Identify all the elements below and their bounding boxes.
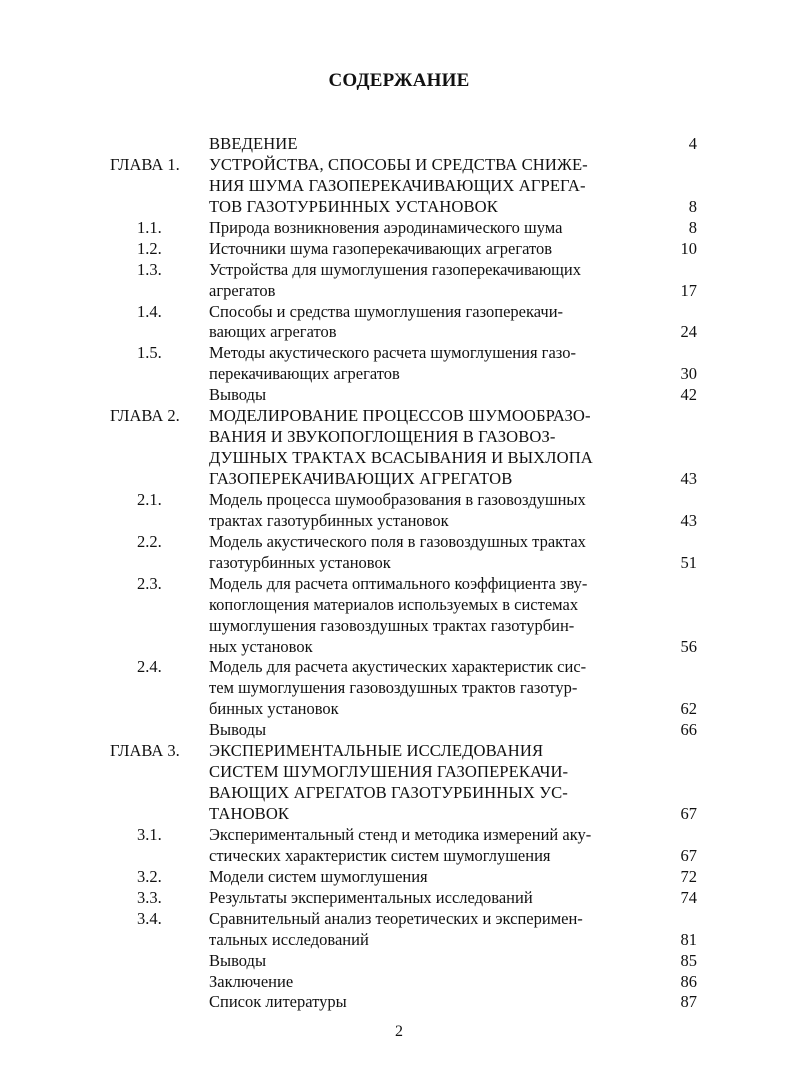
toc-entry-number: 2.4. (137, 657, 162, 677)
toc-entry[interactable] (0, 385, 798, 406)
toc-entry-title-line: Модели систем шумоглушения (209, 866, 428, 886)
toc-entry-number: 3.2. (137, 866, 162, 886)
toc-entry-title-line: стических характеристик систем шумоглушения (209, 845, 551, 865)
toc-entry[interactable] (0, 909, 798, 951)
toc-entry[interactable] (0, 888, 798, 909)
toc-entry-title-line: Выводы (209, 385, 267, 405)
toc-line (0, 616, 798, 637)
toc-entry-page: 66 (680, 720, 697, 740)
toc-line (0, 762, 798, 783)
toc-entry-title-line: Методы акустического расчета шумоглушения газо- (209, 343, 576, 363)
toc-entry-title-line: ТОВ ГАЗОТУРБИННЫХ УСТАНОВОК (209, 196, 498, 216)
toc-entry[interactable] (0, 343, 798, 385)
toc-line (0, 783, 798, 804)
toc-line (0, 678, 798, 699)
toc-line (0, 595, 798, 616)
toc-entry-page: 51 (680, 552, 697, 572)
toc-entry[interactable] (0, 490, 798, 532)
toc-entry-title-line: Результаты экспериментальных исследований (209, 887, 533, 907)
toc-entry-title-line: Выводы (209, 720, 267, 740)
toc-entry-title-line: Устройства для шумоглушения газоперекачивающих (209, 259, 581, 279)
toc-line (0, 218, 798, 239)
toc-line (0, 322, 798, 343)
toc-line (0, 972, 798, 993)
toc-line (0, 909, 798, 930)
toc-entry-title-line: МОДЕЛИРОВАНИЕ ПРОЦЕССОВ ШУМООБРАЗО- (209, 406, 591, 426)
toc-entry[interactable] (0, 406, 798, 490)
toc-line (0, 260, 798, 281)
toc-entry[interactable] (0, 867, 798, 888)
toc-line (0, 427, 798, 448)
toc-entry-page: 10 (680, 238, 697, 258)
toc-line (0, 741, 798, 762)
toc-entry-title-line: тальных исследований (209, 929, 369, 949)
toc-entry-title-line: бинных установок (209, 699, 339, 719)
toc-line (0, 553, 798, 574)
toc-entry-page: 56 (680, 636, 697, 656)
table-of-contents (0, 134, 798, 1013)
toc-line (0, 155, 798, 176)
toc-entry-number: 1.1. (137, 217, 162, 237)
toc-entry-number: ГЛАВА 1. (110, 154, 180, 174)
toc-entry-title-line: Природа возникновения аэродинамического шума (209, 217, 563, 237)
toc-entry-page: 72 (680, 866, 697, 886)
toc-entry-title-line: НИЯ ШУМА ГАЗОПЕРЕКАЧИВАЮЩИХ АГРЕГА- (209, 175, 586, 195)
toc-entry-title-line: Источники шума газоперекачивающих агрегатов (209, 238, 553, 258)
toc-entry[interactable] (0, 155, 798, 218)
toc-entry-page: 86 (680, 971, 697, 991)
toc-entry[interactable] (0, 134, 798, 155)
toc-entry-title-line: Модель процесса шумообразования в газовоздушных (209, 489, 586, 509)
toc-entry-page: 62 (680, 699, 697, 719)
toc-line (0, 825, 798, 846)
toc-entry-number: 3.1. (137, 824, 162, 844)
toc-entry[interactable] (0, 302, 798, 344)
toc-entry-number: 1.2. (137, 238, 162, 258)
toc-entry-page: 42 (680, 385, 697, 405)
toc-entry-page: 67 (680, 804, 697, 823)
toc-entry-number: 2.3. (137, 573, 162, 593)
toc-line (0, 804, 798, 825)
toc-entry-page: 4 (688, 134, 697, 153)
toc-entry[interactable] (0, 720, 798, 741)
toc-line (0, 281, 798, 302)
toc-entry[interactable] (0, 657, 798, 720)
toc-entry-title-line: вающих агрегатов (209, 322, 337, 342)
toc-entry-page: 81 (680, 929, 697, 949)
toc-entry-number: 1.5. (137, 343, 162, 363)
toc-entry-number: ГЛАВА 2. (110, 406, 180, 426)
toc-entry-title-line: шумоглушения газовоздушных трактах газотурбин- (209, 615, 575, 635)
toc-entry-title-line: Список литературы (209, 992, 347, 1012)
page-number: 2 (395, 1023, 403, 1040)
toc-entry[interactable] (0, 992, 798, 1013)
toc-entry-page: 8 (688, 196, 697, 216)
toc-entry-title-line: СИСТЕМ ШУМОГЛУШЕНИЯ ГАЗОПЕРЕКАЧИ- (209, 762, 569, 782)
toc-entry-title-line: ДУШНЫХ ТРАКТАХ ВСАСЫВАНИЯ И ВЫХЛОПА (209, 448, 593, 468)
toc-line (0, 385, 798, 406)
toc-line (0, 951, 798, 972)
toc-entry-page: 43 (680, 469, 697, 488)
toc-entry-page: 24 (680, 322, 697, 342)
toc-line (0, 888, 798, 909)
toc-entry-page: 8 (688, 217, 697, 237)
toc-entry[interactable] (0, 574, 798, 658)
toc-line (0, 490, 798, 511)
toc-line (0, 930, 798, 951)
toc-line (0, 657, 798, 678)
toc-entry-title-line: ВАЮЩИХ АГРЕГАТОВ ГАЗОТУРБИННЫХ УС- (209, 783, 568, 803)
toc-line (0, 992, 798, 1013)
toc-entry-title-line: ЭКСПЕРИМЕНТАЛЬНЫЕ ИССЛЕДОВАНИЯ (209, 741, 544, 761)
toc-entry[interactable] (0, 972, 798, 993)
toc-entry-page: 87 (680, 992, 697, 1012)
toc-entry-title-line: ных установок (209, 636, 313, 656)
toc-entry[interactable] (0, 239, 798, 260)
toc-entry-title-line: Выводы (209, 950, 267, 970)
toc-entry-number: 1.4. (137, 301, 162, 321)
toc-line (0, 302, 798, 323)
toc-entry-title-line: копоглощения материалов используемых в системах (209, 594, 579, 614)
toc-entry-page: 43 (680, 510, 697, 530)
toc-line (0, 343, 798, 364)
toc-entry-title-line: УСТРОЙСТВА, СПОСОБЫ И СРЕДСТВА СНИЖЕ- (209, 154, 588, 174)
toc-entry-title-line: ВАНИЯ И ЗВУКОПОГЛОЩЕНИЯ В ГАЗОВОЗ- (209, 427, 556, 447)
toc-entry-title-line: Модель для расчета оптимального коэффициента зву- (209, 573, 588, 593)
toc-entry-page: 74 (680, 887, 697, 907)
toc-line (0, 637, 798, 658)
toc-entry-title-line: Модель акустического поля в газовоздушных трактах (209, 531, 586, 551)
toc-line (0, 867, 798, 888)
toc-line (0, 469, 798, 490)
toc-entry-page: 30 (680, 364, 697, 384)
toc-line (0, 176, 798, 197)
toc-entry-number: 2.1. (137, 489, 162, 509)
toc-entry-number: 3.3. (137, 887, 162, 907)
toc-line (0, 197, 798, 218)
toc-entry-title-line: трактах газотурбинных установок (209, 510, 449, 530)
toc-entry-title-line: Модель для расчета акустических характеристик сис- (209, 657, 587, 677)
page-title: СОДЕРЖАНИЕ (328, 70, 470, 91)
toc-entry-title-line: ТАНОВОК (209, 804, 290, 823)
toc-line (0, 448, 798, 469)
toc-entry[interactable] (0, 825, 798, 867)
toc-line (0, 532, 798, 553)
toc-entry-number: ГЛАВА 3. (110, 741, 180, 761)
toc-entry-title-line: Экспериментальный стенд и методика измерений аку- (209, 824, 592, 844)
toc-line (0, 846, 798, 867)
toc-line (0, 134, 798, 155)
toc-line (0, 720, 798, 741)
toc-entry-title-line: агрегатов (209, 280, 276, 300)
toc-entry[interactable] (0, 260, 798, 302)
toc-entry-page: 67 (680, 845, 697, 865)
toc-line (0, 239, 798, 260)
toc-entry-title-line: Заключение (209, 971, 294, 991)
toc-entry[interactable] (0, 532, 798, 574)
toc-entry-title-line: ГАЗОПЕРЕКАЧИВАЮЩИХ АГРЕГАТОВ (209, 469, 513, 488)
toc-entry[interactable] (0, 741, 798, 825)
toc-entry[interactable] (0, 218, 798, 239)
toc-entry-title-line: Сравнительный анализ теоретических и эксперимен- (209, 908, 583, 928)
toc-entry-title-line: Способы и средства шумоглушения газоперекачи- (209, 301, 564, 321)
toc-entry[interactable] (0, 951, 798, 972)
toc-entry-number: 1.3. (137, 259, 162, 279)
toc-entry-page: 85 (680, 950, 697, 970)
toc-line (0, 574, 798, 595)
toc-entry-title-line: перекачивающих агрегатов (209, 364, 400, 384)
toc-entry-number: 2.2. (137, 531, 162, 551)
toc-line (0, 511, 798, 532)
toc-line (0, 406, 798, 427)
toc-entry-title-line: тем шумоглушения газовоздушных трактов газотур- (209, 678, 578, 698)
toc-entry-page: 17 (680, 280, 697, 300)
toc-entry-title-line: газотурбинных установок (209, 552, 391, 572)
toc-line (0, 364, 798, 385)
toc-entry-title-line: ВВЕДЕНИЕ (209, 134, 298, 153)
toc-line (0, 699, 798, 720)
toc-entry-number: 3.4. (137, 908, 162, 928)
